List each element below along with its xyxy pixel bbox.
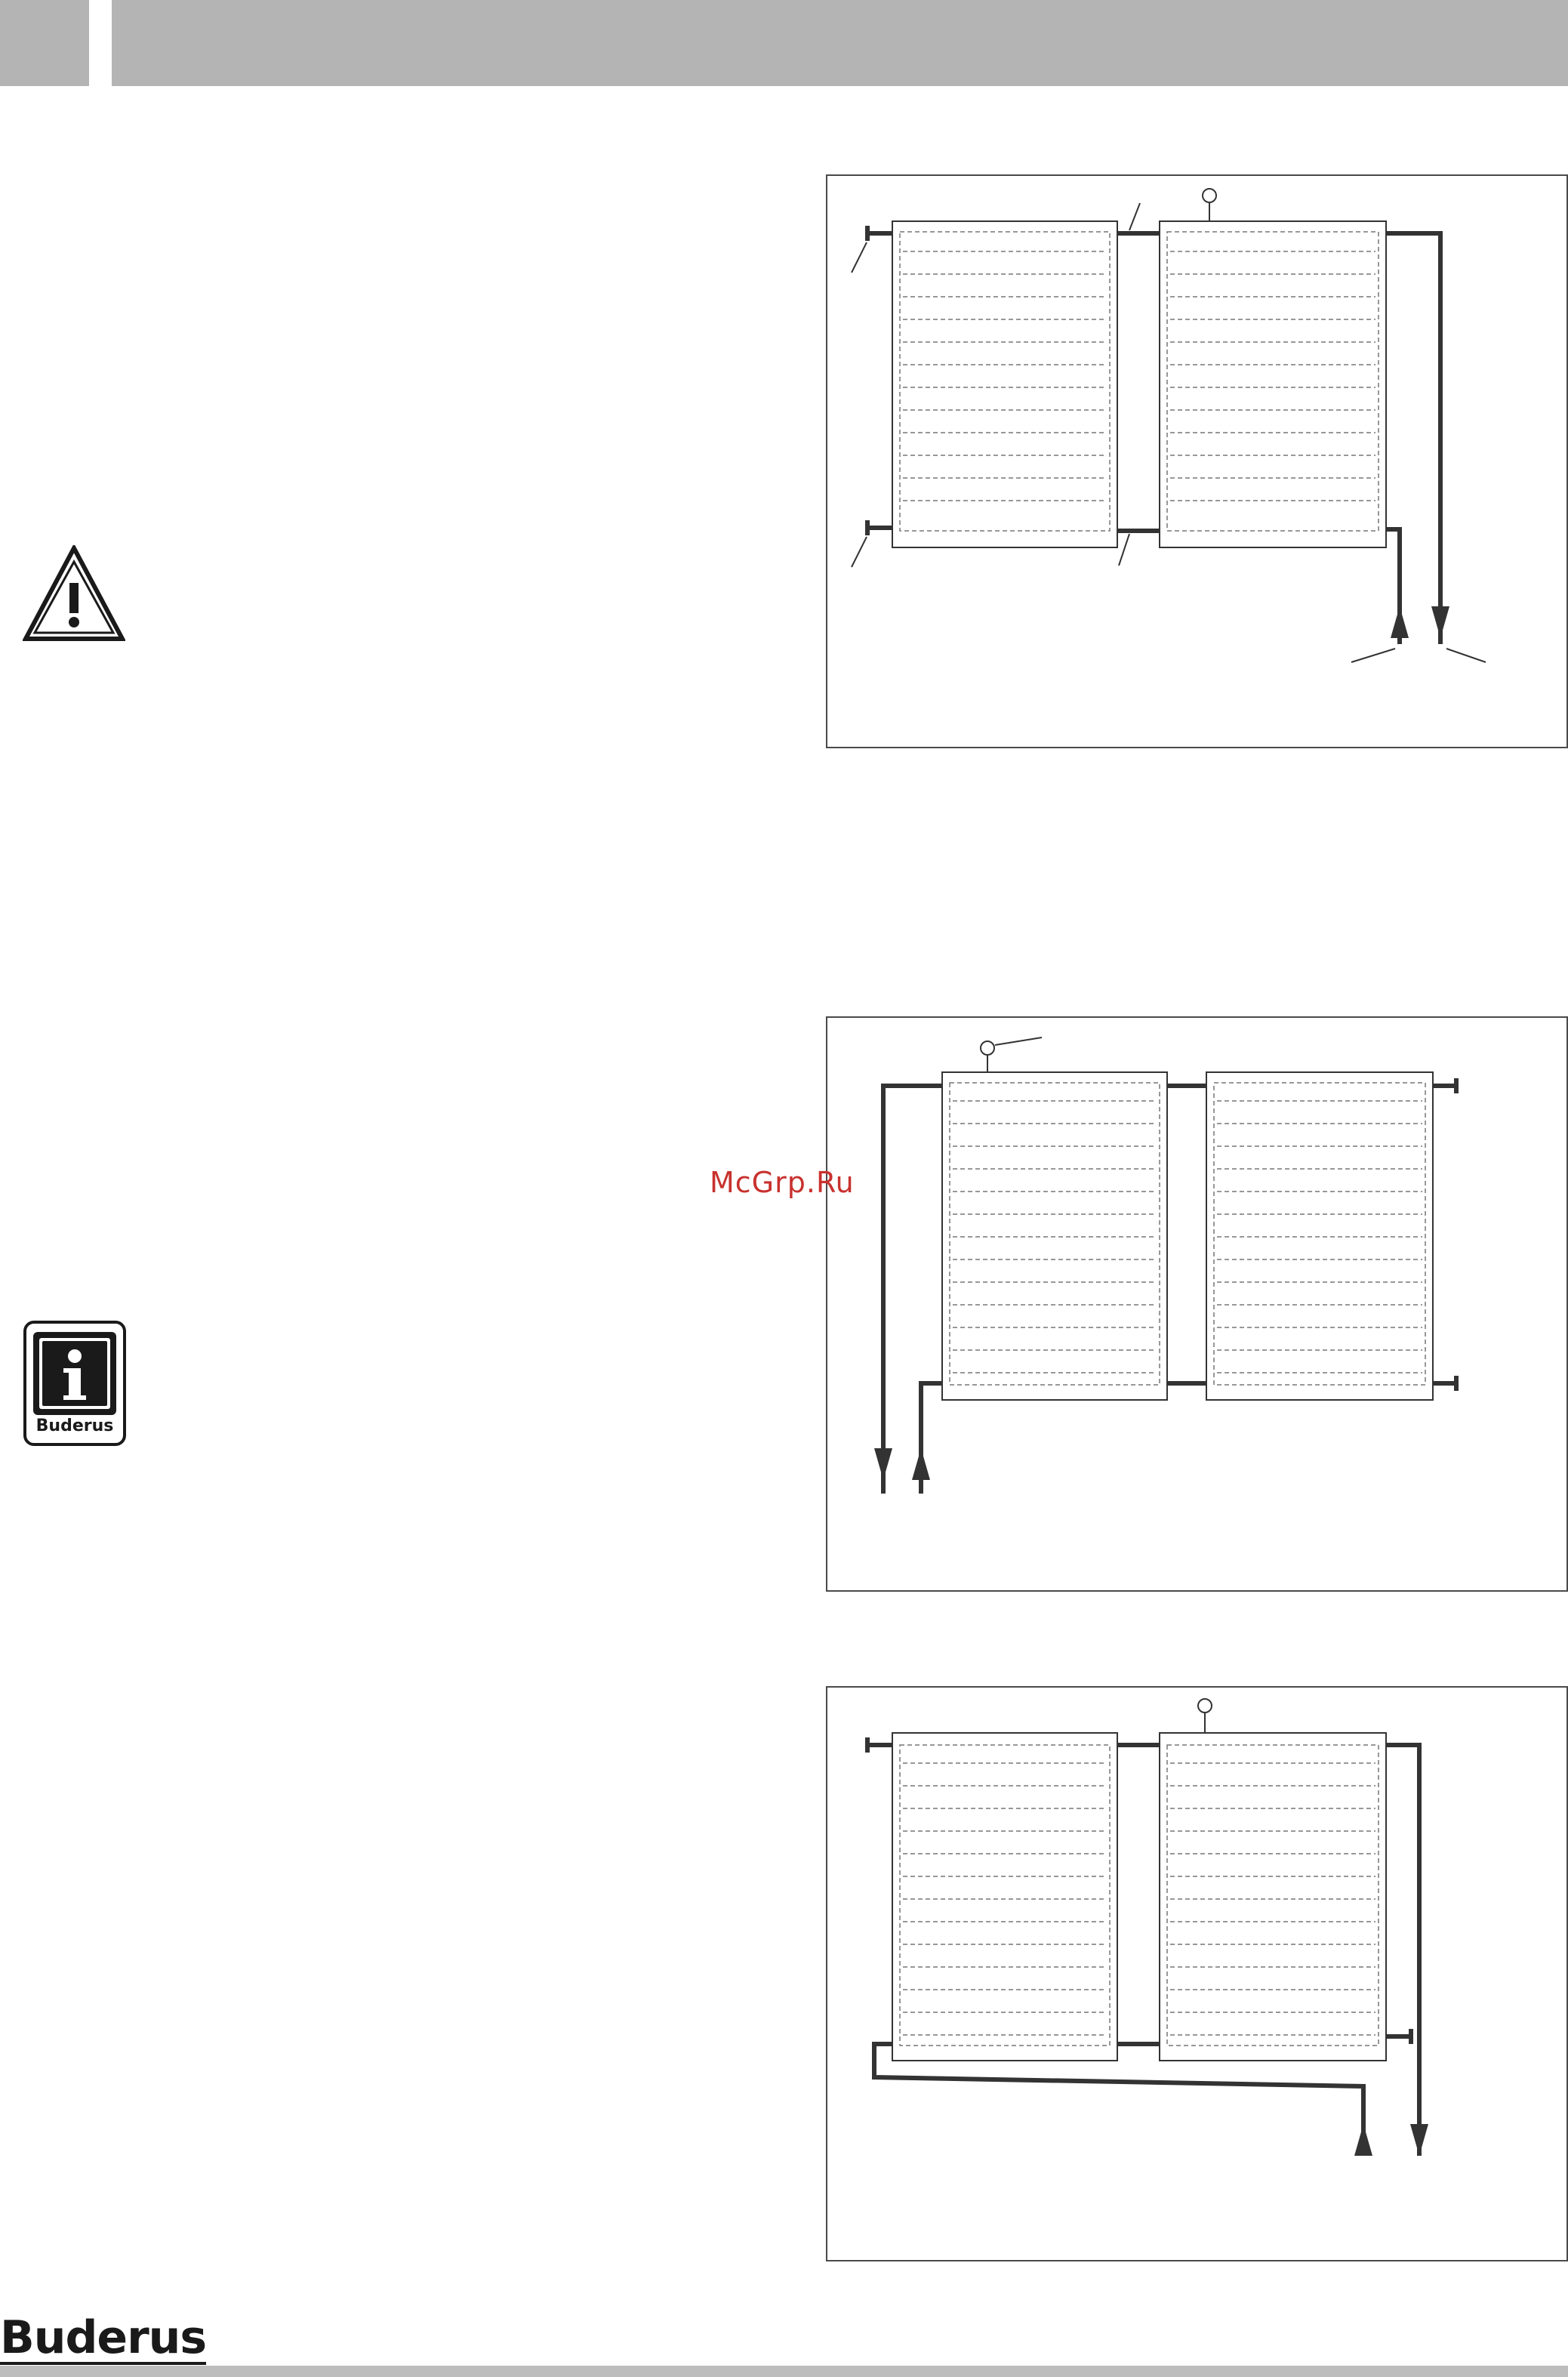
footer-bar [0,2366,1568,2377]
header-bar-left [0,0,89,86]
collector-diagram-3 [826,1686,1568,2261]
footer-brand-logo: Buderus [0,2311,207,2364]
warning-triangle-icon [23,545,125,643]
collector-diagram-3-svg [827,1688,1568,2263]
collector-diagram-2 [826,1016,1568,1592]
collector-diagram-2-svg [827,1018,1568,1593]
collector-diagram-1 [826,174,1568,748]
header-bar-right [112,0,1568,86]
info-icon-label: Buderus [35,1417,114,1435]
collector-diagram-1-svg [827,176,1568,750]
info-icon [23,1320,127,1447]
watermark-text: McGrp.Ru [710,1166,855,1199]
